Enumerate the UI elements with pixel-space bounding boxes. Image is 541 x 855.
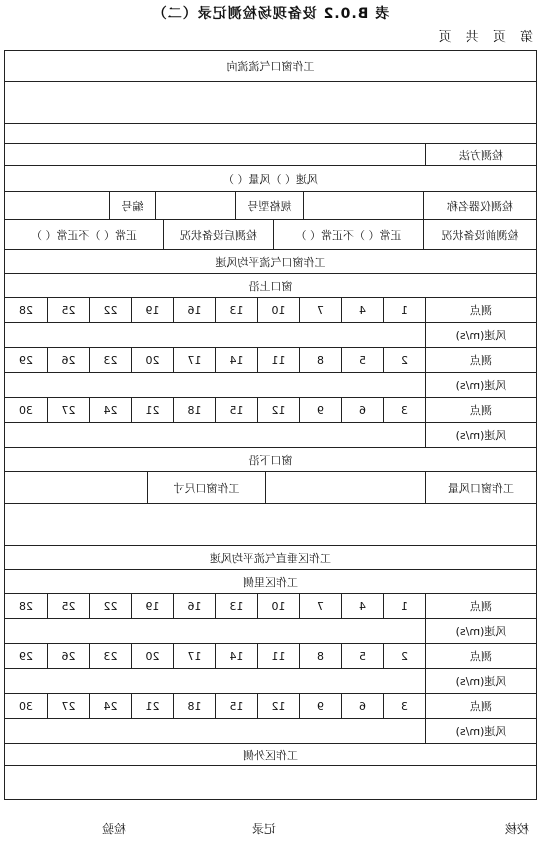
- point-number: 29: [5, 644, 48, 668]
- point-number: 10: [258, 298, 300, 322]
- point-number: 3: [384, 398, 426, 422]
- point-number: 12: [258, 694, 300, 718]
- point-number: 19: [132, 298, 174, 322]
- speed-row: [5, 668, 536, 693]
- pre-status-label: 检测前设备状况: [441, 228, 519, 242]
- point-number: 2: [384, 644, 426, 668]
- point-number: 20: [132, 348, 174, 372]
- point-label: 测点: [470, 600, 492, 613]
- zone-outer-entry[interactable]: [5, 765, 536, 801]
- speed-unit-label: 风速(m/s): [455, 329, 507, 342]
- point-number: 2: [384, 348, 426, 372]
- speed-value-entry[interactable]: [5, 619, 426, 643]
- point-row: [5, 347, 536, 372]
- point-number: 30: [5, 398, 48, 422]
- point-number: 5: [342, 348, 384, 372]
- post-status-options[interactable]: 正常（ ）不正常（ ）: [5, 220, 164, 249]
- speed-unit-label: 风速(m/s): [455, 429, 507, 442]
- point-number: 28: [5, 298, 48, 322]
- point-number: 1: [384, 298, 426, 322]
- serial-label: 编号: [110, 192, 156, 219]
- point-number: 19: [132, 594, 174, 618]
- point-number: 12: [258, 398, 300, 422]
- point-number: 25: [48, 298, 90, 322]
- point-number: 3: [384, 694, 426, 718]
- point-number: 6: [342, 694, 384, 718]
- point-label: 测点: [470, 700, 492, 713]
- inspect-signature-label: 检验: [101, 822, 126, 836]
- point-number: 27: [48, 398, 90, 422]
- point-number: 22: [90, 298, 132, 322]
- page-info: 第 页 共 页: [433, 30, 533, 45]
- speed-row: [5, 618, 536, 643]
- point-number: 23: [90, 644, 132, 668]
- method-label: 检测方法: [459, 148, 503, 162]
- point-number: 6: [342, 398, 384, 422]
- window-upper-edge: 窗口上沿: [248, 279, 293, 293]
- speed-unit-label: 风速(m/s): [455, 379, 507, 392]
- point-number: 22: [90, 594, 132, 618]
- speed-row: [5, 422, 536, 447]
- point-number: 9: [300, 694, 342, 718]
- point-number: 29: [5, 348, 48, 372]
- speed-unit-label: 风速(m/s): [455, 675, 507, 688]
- point-number: 26: [48, 644, 90, 668]
- instrument-name-label: 检测仪器名称: [447, 199, 513, 213]
- instrument-row: [5, 191, 536, 219]
- point-number: 13: [216, 594, 258, 618]
- device-status-row: [5, 219, 536, 249]
- point-number: 15: [216, 398, 258, 422]
- zone-inner-label: 工作区里侧: [243, 575, 298, 589]
- check-signature-label: 校核: [504, 822, 529, 836]
- blank-row: [5, 503, 536, 545]
- point-label: 测点: [470, 404, 492, 417]
- point-number: 16: [174, 298, 216, 322]
- point-label: 测点: [470, 650, 492, 663]
- point-number: 24: [90, 398, 132, 422]
- speed-row: [5, 322, 536, 347]
- point-label: 测点: [470, 354, 492, 367]
- speed-value-entry[interactable]: [5, 719, 426, 743]
- speed-value-entry[interactable]: [5, 373, 426, 397]
- window-size-label: 工作窗口尺寸: [148, 472, 266, 503]
- blank-row: [5, 123, 536, 143]
- point-number: 14: [216, 644, 258, 668]
- window-upper-row: [5, 273, 536, 297]
- point-row: [5, 643, 536, 668]
- record-form: [4, 50, 537, 800]
- point-number: 28: [5, 594, 48, 618]
- point-number: 4: [342, 594, 384, 618]
- model-label: 规格型号: [236, 192, 304, 219]
- point-number: 26: [48, 348, 90, 372]
- record-signature-label: 记录: [251, 822, 276, 836]
- point-row: [5, 593, 536, 618]
- window-airflow-label: 工作窗口风量: [448, 481, 514, 495]
- point-row: [5, 397, 536, 422]
- window-size-value[interactable]: [5, 472, 148, 503]
- point-number: 21: [132, 398, 174, 422]
- point-number: 17: [174, 348, 216, 372]
- point-number: 10: [258, 594, 300, 618]
- zone-vertical-title-row: [5, 545, 536, 569]
- window-lower-row: [5, 447, 536, 471]
- airflow-direction-entry[interactable]: [5, 81, 536, 123]
- window-airflow-value[interactable]: [266, 472, 426, 503]
- airflow-direction-label: 工作窗口气流流向: [226, 60, 315, 73]
- speed-value-entry[interactable]: [5, 323, 426, 347]
- point-number: 7: [300, 594, 342, 618]
- point-number: 8: [300, 644, 342, 668]
- point-row: [5, 297, 536, 322]
- point-number: 13: [216, 298, 258, 322]
- point-number: 17: [174, 644, 216, 668]
- point-number: 25: [48, 594, 90, 618]
- speed-volume-label: 风速（ ）风量（ ）: [223, 172, 318, 186]
- point-number: 7: [300, 298, 342, 322]
- point-number: 9: [300, 398, 342, 422]
- point-number: 18: [174, 694, 216, 718]
- serial-value[interactable]: [5, 192, 110, 219]
- point-number: 20: [132, 644, 174, 668]
- point-label: 测点: [470, 304, 492, 317]
- zone-outer-row: [5, 743, 536, 765]
- point-number: 16: [174, 594, 216, 618]
- point-number: 18: [174, 398, 216, 422]
- post-status-label: 检测后设备状况: [164, 220, 274, 249]
- airflow-direction-row: [5, 51, 536, 81]
- point-number: 11: [258, 348, 300, 372]
- speed-row: [5, 372, 536, 397]
- point-number: 4: [342, 298, 384, 322]
- point-number: 21: [132, 694, 174, 718]
- point-number: 27: [48, 694, 90, 718]
- speed-volume-row: [5, 165, 536, 191]
- point-number: 30: [5, 694, 48, 718]
- speed-row: [5, 718, 536, 743]
- pre-status-options[interactable]: 正常（ ）不正常（ ）: [274, 220, 424, 249]
- speed-unit-label: 风速(m/s): [455, 725, 507, 738]
- speed-value-entry[interactable]: [5, 423, 426, 447]
- document-title: 表 B.0.2 设备现场检测记录（二）: [151, 6, 390, 22]
- instrument-name-value[interactable]: [304, 192, 424, 219]
- window-avg-title-row: [5, 249, 536, 273]
- point-number: 11: [258, 644, 300, 668]
- speed-value-entry[interactable]: [5, 669, 426, 693]
- point-number: 24: [90, 694, 132, 718]
- window-avg-speed-title: 工作窗口气流平均风速: [215, 255, 326, 269]
- zone-inner-row: [5, 569, 536, 593]
- point-number: 15: [216, 694, 258, 718]
- method-value[interactable]: [5, 144, 426, 165]
- model-value[interactable]: [156, 192, 236, 219]
- point-row: [5, 693, 536, 718]
- speed-unit-label: 风速(m/s): [455, 625, 507, 638]
- zone-outer-label: 工作区外侧: [243, 748, 298, 762]
- zone-vertical-title: 工作区垂直气流平均风速: [210, 551, 331, 565]
- point-number: 5: [342, 644, 384, 668]
- window-airflow-row: [5, 471, 536, 503]
- point-number: 1: [384, 594, 426, 618]
- point-number: 23: [90, 348, 132, 372]
- point-number: 8: [300, 348, 342, 372]
- window-lower-edge: 窗口下沿: [248, 453, 293, 467]
- method-row: [5, 143, 536, 165]
- point-number: 14: [216, 348, 258, 372]
